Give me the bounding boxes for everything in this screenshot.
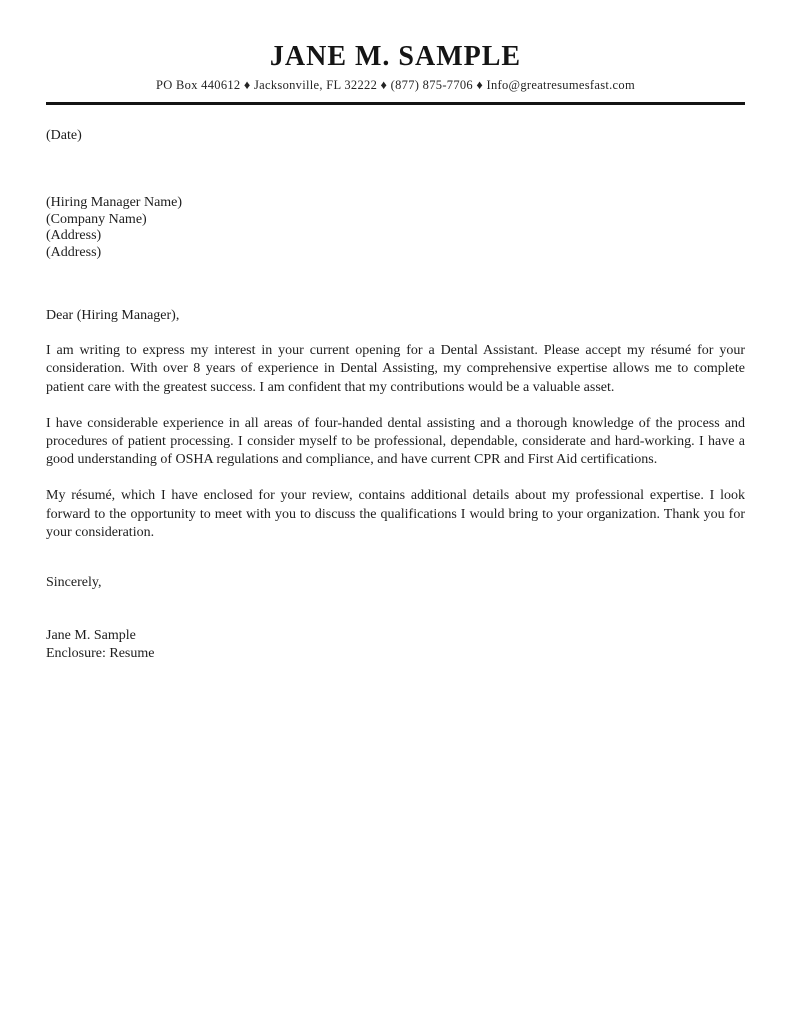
letterhead-contact-line: PO Box 440612 ♦ Jacksonville, FL 32222 ♦ (877) 875-7706 ♦ Info@greatresumesfast.com bbox=[156, 77, 635, 92]
letterhead bbox=[46, 42, 745, 105]
recipient-line: (Hiring Manager Name) bbox=[46, 195, 183, 210]
body-paragraph: I am writing to express my interest in your current opening for a Dental Assistant. Please accept my résumé for your consideration. With over 8 years of experience in Dental Assisting, my comprehensive expertise allows me to complete patient care with the greatest success. I am confident that my contributions would be a valuable asset. bbox=[46, 343, 745, 395]
enclosure-note: Enclosure: Resume bbox=[46, 646, 155, 662]
date-placeholder: (Date) bbox=[46, 127, 82, 143]
recipient-line: (Company Name) bbox=[46, 211, 147, 227]
letter-body bbox=[46, 127, 745, 664]
body-paragraph: My résumé, which I have enclosed for your review, contains additional details about my professional expertise. I look forward to the opportunity to meet with you to discuss the qualifications I would bring to your organization. Thank you for your consideration. bbox=[46, 488, 745, 540]
letterhead-divider-rule bbox=[46, 102, 745, 105]
body-paragraph: I have considerable experience in all areas of four-handed dental assisting and a thorough knowledge of the process and procedures of patient processing. I consider myself to be professional, dependable, considerate and hard-working. I have a good understanding of OSHA regulations and compliance, and have current CPR and First Aid certifications. bbox=[46, 415, 745, 468]
signature-block bbox=[46, 627, 745, 663]
letterhead-name: JANE M. SAMPLE bbox=[269, 41, 522, 72]
recipient-line: (Address) bbox=[46, 244, 102, 260]
salutation: Dear (Hiring Manager), bbox=[46, 308, 180, 323]
recipient-block bbox=[46, 195, 745, 261]
signature-name: Jane M. Sample bbox=[46, 628, 136, 644]
closing: Sincerely, bbox=[46, 575, 102, 591]
recipient-line: (Address) bbox=[46, 228, 102, 243]
